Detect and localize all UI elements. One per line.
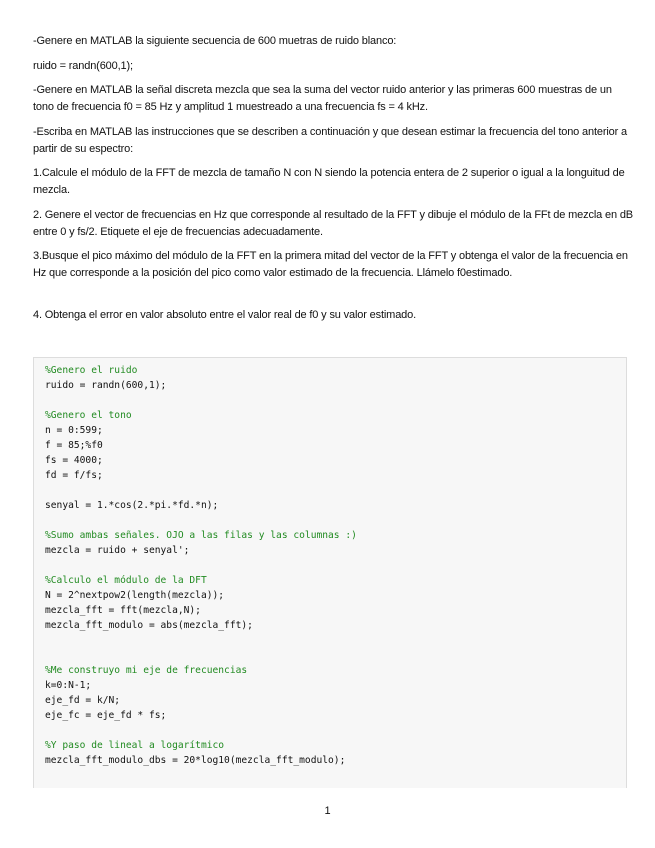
instruction-paragraph: ruido = randn(600,1); — [33, 60, 133, 72]
code-line — [45, 633, 357, 648]
code-line: N = 2^nextpow2(length(mezcla)); — [45, 590, 225, 601]
instruction-paragraph: 3.Busque el pico máximo del módulo de la FFT en la primera mitad del vector de la FFT y obtenga el valor de la frecuencia en Hz que corresponde a la posición del pico como valor estimado de la frecuencia. Llámelo f0estimado. — [33, 250, 628, 279]
code-line — [45, 723, 357, 738]
code-comment-line: %Genero el tono — [45, 410, 132, 421]
instruction-paragraph: 1.Calcule el módulo de la FFT de mezcla de tamaño N con N siendo la potencia entera de 2 superior o igual a la longuitud de mezcla. — [33, 167, 625, 196]
code-line — [45, 558, 357, 573]
code-line — [45, 393, 357, 408]
code-line: k=0:N-1; — [45, 680, 92, 691]
code-line: mezcla_fft_modulo = abs(mezcla_fft); — [45, 620, 253, 631]
code-comment-line: %Sumo ambas señales. OJO a las filas y las columnas :) — [45, 530, 357, 541]
code-line: senyal = 1.*cos(2.*pi.*fd.*n); — [45, 500, 219, 511]
code-line — [45, 513, 357, 528]
code-line: n = 0:599; — [45, 425, 103, 436]
code-line: f = 85;%f0 — [45, 440, 103, 451]
page-number: 1 — [324, 805, 331, 817]
code-line: ruido = randn(600,1); — [45, 380, 167, 391]
code-line: eje_fc = eje_fd * fs; — [45, 710, 167, 721]
code-line: mezcla_fft_modulo_dbs = 20*log10(mezcla_fft_modulo); — [45, 755, 346, 766]
instruction-paragraph: -Escriba en MATLAB las instrucciones que se describen a continuación y que desean estimar la frecuencia del tono anterior a partir de su espectro: — [33, 126, 628, 155]
code-line: mezcla_fft = fft(mezcla,N); — [45, 605, 201, 616]
code-line: eje_fd = k/N; — [45, 695, 121, 706]
code-comment-line: %Y paso de lineal a logarítmico — [45, 740, 225, 751]
instruction-paragraph: 4. Obtenga el error en valor absoluto entre el valor real de f0 y su valor estimado. — [33, 309, 417, 321]
code-line: mezcla = ruido + senyal'; — [45, 545, 190, 556]
instruction-paragraph: -Genere en MATLAB la señal discreta mezcla que sea la suma del vector ruido anterior y las primeras 600 muestras de un tono de frecuencia f0 = 85 Hz y amplitud 1 muestreado a una frecuencia fs = 4 kHz. — [33, 84, 612, 113]
code-comment-line: %Calculo el módulo de la DFT — [45, 575, 207, 586]
code-line: fd = f/fs; — [45, 470, 103, 481]
code-line — [45, 483, 357, 498]
code-comment-line: %Me construyo mi eje de frecuencias — [45, 665, 248, 676]
code-lines — [45, 363, 357, 768]
code-line — [45, 648, 357, 663]
instruction-paragraph: 2. Genere el vector de frecuencias en Hz que corresponde al resultado de la FFT y dibuje el módulo de la FFt de mezcla en dB entre 0 y fs/2. Etiquete el eje de frecuencias adecuadamente. — [33, 209, 633, 238]
instruction-paragraph: -Genere en MATLAB la siguiente secuencia de 600 muetras de ruido blanco: — [33, 35, 397, 47]
code-line: fs = 4000; — [45, 455, 103, 466]
code-block — [33, 357, 627, 788]
code-comment-line: %Genero el ruido — [45, 365, 138, 376]
